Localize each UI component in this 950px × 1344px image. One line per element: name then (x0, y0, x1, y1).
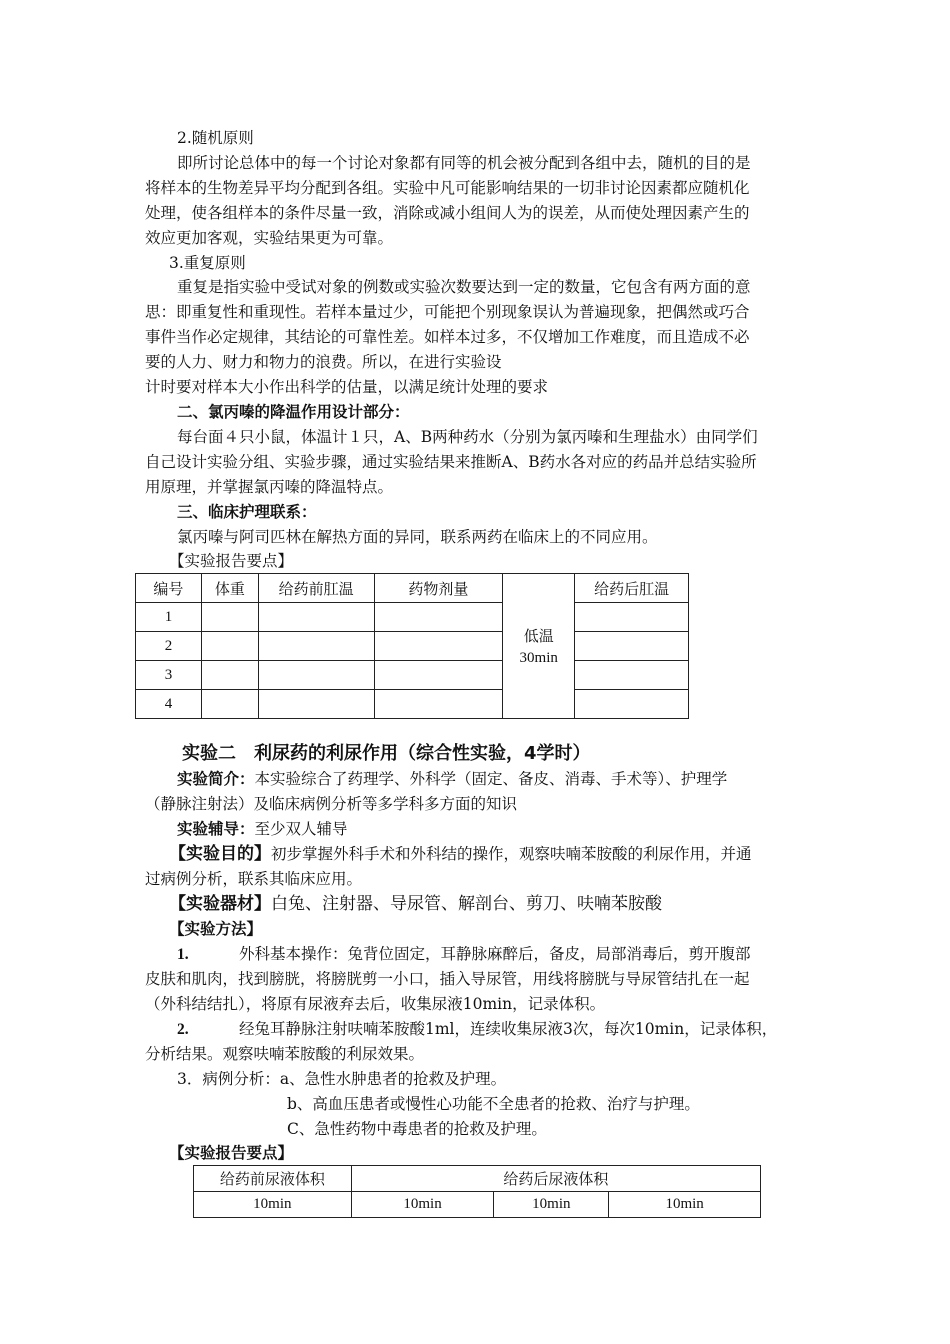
paragraph-line: 分析结果。观察呋喃苯胺酸的利尿效果。 (145, 1045, 425, 1063)
intro-paragraph (177, 767, 727, 792)
low-temp-label: 低温 (523, 627, 554, 645)
table-cell: 10min (194, 1192, 352, 1218)
table-cell: 10min (351, 1192, 494, 1218)
paragraph-line: 用原理，并掌握氯丙嗪的降温特点。 (145, 478, 394, 496)
paragraph-line: 皮肤和肌肉，找到膀胱，将膀胱剪一小口，插入导尿管，用线将膀胱与导尿管结扎在一起 (145, 970, 750, 988)
paragraph-line: （静脉注射法）及临床病例分析等多学科多方面的知识 (145, 795, 518, 813)
table-cell (374, 603, 503, 632)
method-1-number: 1. (177, 946, 189, 963)
row-number: 2 (136, 632, 202, 661)
table-cell (374, 632, 503, 661)
equipment-text: 白兔、注射器、导尿管、解剖台、剪刀、呋喃苯胺酸 (271, 894, 662, 914)
intro-label: 实验简介： (177, 770, 255, 788)
paragraph-line: 要的人力、财力和物力的浪费。所以，在进行实验设 (145, 353, 502, 371)
header-temp-after: 给药后肛温 (575, 574, 689, 603)
table-cell (201, 603, 258, 632)
report-table-urine (193, 1165, 761, 1218)
guide-text: 至少双人辅导 (254, 820, 348, 838)
table-cell (258, 661, 374, 690)
paragraph-line: 即所讨论总体中的每一个讨论对象都有同等的机会被分配到各组中去，随机的目的是 (177, 154, 751, 172)
low-temp-cell (503, 574, 575, 719)
equipment-paragraph (169, 892, 662, 917)
table-cell (201, 690, 258, 719)
guide-paragraph (177, 817, 348, 842)
paragraph-line: 过病例分析，联系其临床应用。 (145, 870, 363, 888)
case-analysis-a: 3．病例分析：a、急性水肿患者的抢救及护理。 (177, 1070, 507, 1088)
paragraph-line: 每台面４只小鼠，体温计１只，A、B两种药水（分别为氯丙嗪和生理盐水）由同学们 (177, 428, 758, 446)
header-weight: 体重 (201, 574, 258, 603)
table-cell (575, 632, 689, 661)
intro-text: 本实验综合了药理学、外科学（固定、备皮、消毒、手术等）、护理学 (254, 770, 728, 788)
method-label: 【实验方法】 (169, 920, 263, 938)
table-cell (575, 690, 689, 719)
table-cell (575, 603, 689, 632)
paragraph-line: 处理，使各组样本的条件尽量一致，消除或减小组间人为的误差，从而使处理因素产生的 (145, 204, 750, 222)
table-cell (575, 661, 689, 690)
paragraph-line: 计时要对样本大小作出科学的估量，以满足统计处理的要求 (145, 378, 549, 396)
header-dose: 药物剂量 (374, 574, 503, 603)
purpose-label: 【实验目的】 (169, 844, 271, 864)
report-table-cooling (135, 573, 689, 719)
report-label: 【实验报告要点】 (169, 552, 294, 570)
method-1-text: 外科基本操作：兔背位固定，耳静脉麻醉后，备皮，局部消毒后，剪开腹部 (239, 945, 751, 963)
section-heading-nursing: 三、临床护理联系： (177, 503, 317, 521)
paragraph-line: 氯丙嗪与阿司匹林在解热方面的异同，联系两药在临床上的不同应用。 (177, 528, 658, 546)
method-2-text: 经兔耳静脉注射呋喃苯胺酸1ml，连续收集尿液3次，每次10min，记录体积， (239, 1020, 778, 1038)
paragraph-line: 将样本的生物差异平均分配到各组。实验中凡可能影响结果的一切非讨论因素都应随机化 (145, 179, 750, 197)
case-analysis-b: b、高血压患者或慢性心功能不全患者的抢救、治疗与护理。 (287, 1095, 700, 1113)
repeat-principle-heading: 3.重复原则 (169, 254, 246, 272)
header-urine-before: 给药前尿液体积 (194, 1166, 352, 1192)
table-cell (201, 632, 258, 661)
paragraph-line: 效应更加客观，实验结果更为可靠。 (145, 229, 394, 247)
random-principle-heading: 2.随机原则 (177, 129, 254, 147)
equipment-label: 【实验器材】 (169, 894, 271, 914)
duration-label: 30min (519, 650, 558, 666)
paragraph-line: 重复是指实验中受试对象的例数或实验次数要达到一定的数量，它包含有两方面的意 (177, 278, 751, 296)
purpose-text: 初步掌握外科手术和外科结的操作，观察呋喃苯胺酸的利尿作用，并通 (271, 845, 752, 863)
table-cell (258, 603, 374, 632)
table-cell (374, 661, 503, 690)
paragraph-line: 自己设计实验分组、实验步骤，通过实验结果来推断A、B药水各对应的药品并总结实验所 (145, 453, 757, 471)
table-cell: 10min (494, 1192, 609, 1218)
header-temp-before: 给药前肛温 (258, 574, 374, 603)
purpose-paragraph (169, 842, 752, 867)
paragraph-line: 思：即重复性和重现性。若样本量过少，可能把个别现象误认为普遍现象，把偶然或巧合 (145, 303, 750, 321)
table-cell (258, 690, 374, 719)
report-label-2: 【实验报告要点】 (169, 1144, 294, 1162)
paragraph-line: 事件当作必定规律，其结论的可靠性差。如样本过多，不仅增加工作难度，而且造成不必 (145, 328, 750, 346)
row-number: 3 (136, 661, 202, 690)
paragraph-line: （外科结结扎），将原有尿液弃去后，收集尿液10min，记录体积。 (145, 995, 606, 1013)
method-2-number: 2. (177, 1021, 189, 1038)
table-cell (258, 632, 374, 661)
table-cell (201, 661, 258, 690)
table-cell (374, 690, 503, 719)
case-analysis-c: C、急性药物中毒患者的抢救及护理。 (287, 1120, 547, 1138)
header-number: 编号 (136, 574, 202, 603)
row-number: 1 (136, 603, 202, 632)
header-urine-after: 给药后尿液体积 (351, 1166, 760, 1192)
experiment-2-title: 实验二 利尿药的利尿作用（综合性实验，4学时） (182, 743, 591, 764)
table-cell: 10min (609, 1192, 761, 1218)
section-heading-cooling: 二、氯丙嗪的降温作用设计部分： (177, 403, 410, 421)
guide-label: 实验辅导： (177, 820, 255, 838)
row-number: 4 (136, 690, 202, 719)
